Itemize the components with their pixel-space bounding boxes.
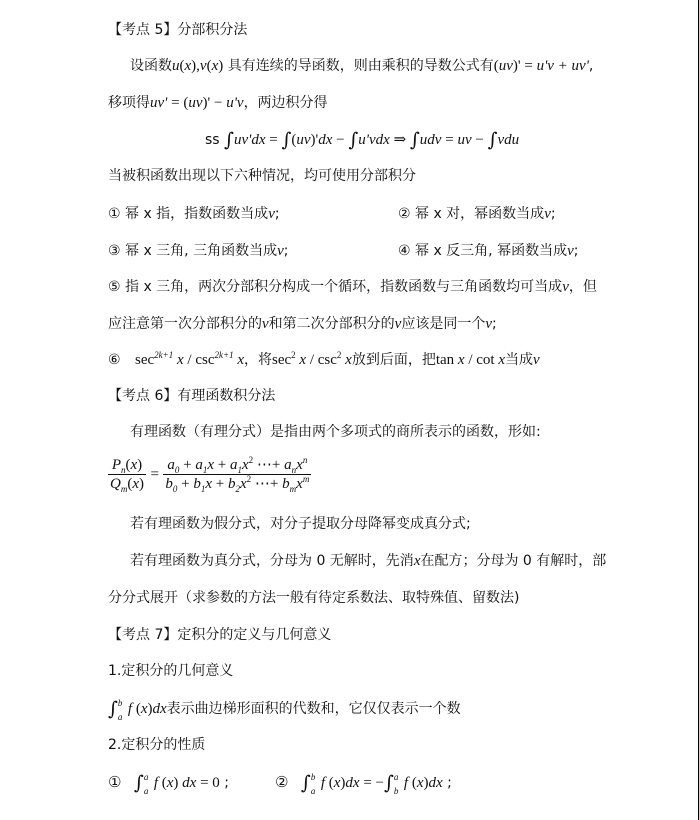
case-5-cont: 应注意第一次分部积分的v和第二次分部积分的v应该是同一个v; [108, 316, 497, 332]
case-5: ⑤ 指 x 三角，两次分部积分构成一个循环，指数函数与三角函数均可当成v，但 [108, 279, 597, 295]
paragraph-partial-fractions: 分分式展开（求参数的方法一般有待定系数法、取特殊值、留数法) [108, 590, 520, 606]
formula-rational-function: $\frac{P_n(x)}{Q_m(x)}$ = $\frac{a_0 + a_1x + a_1x^2 \cdots+ a_nx^n}{b_0 + b_1x + b_2x^2 \cdots+ b_mx^m}$ [110, 455, 310, 494]
case-2: ② 幂 x 对，幂函数当成v; [398, 206, 556, 222]
subheading-geometric-meaning: 1.定积分的几何意义 [108, 663, 234, 679]
paragraph-geometric-meaning: ∫ b a f (x)dx表示曲边梯形面积的代数和，它仅仅表示一个数 [108, 698, 461, 722]
subheading-properties: 2.定积分的性质 [108, 737, 206, 753]
paragraph-product-rule: 设函数u(x),v(x) 具有连续的导函数，则由乘积的导数公式有(uv)' = u'v + uv', [130, 58, 594, 74]
case-4: ④ 幂 x 反三角, 幂函数当成v; [398, 243, 579, 259]
case-3: ③ 幂 x 三角, 三角函数当成v; [108, 243, 289, 259]
property-2: ② ∫ b a f (x)dx = −∫ a b f (x)dx ; [275, 772, 452, 796]
property-1: ① ∫ a a f (x) dx = 0 ; [108, 772, 229, 796]
paragraph-six-cases: 当被积函数出现以下六种情况，均可使用分部积分 [108, 168, 416, 184]
formula-integration-by-parts: ss ∫uv'dx = ∫(uv)'dx − ∫u'vdx ⇒ ∫udv = uv − ∫vdu [205, 129, 520, 151]
case-1: ① 幂 x 指，指数函数当成v; [108, 206, 280, 222]
paragraph-proper-fraction: 若有理函数为真分式，分母为 0 无解时，先消x在配方；分母为 0 有解时，部 [130, 553, 607, 569]
paragraph-rearrange: 移项得uv' = (uv)' − u'v，两边积分得 [108, 95, 328, 111]
section-heading-k5: 【考点 5】分部积分法 [108, 22, 248, 38]
case-6: ⑥ $\sec^{2k+1} x / \csc^{2k+1} x$，将$\sec^2 x / \csc^2 x$放到后面，把tan x / cot x当成v [108, 350, 540, 368]
paragraph-improper-fraction: 若有理函数为假分式，对分子提取分母降幂变成真分式; [130, 516, 471, 532]
section-heading-k6: 【考点 6】有理函数积分法 [108, 388, 276, 404]
paragraph-rational-def: 有理函数（有理分式）是指由两个多项式的商所表示的函数，形如: [130, 424, 541, 440]
section-heading-k7: 【考点 7】定积分的定义与几何意义 [108, 627, 332, 643]
